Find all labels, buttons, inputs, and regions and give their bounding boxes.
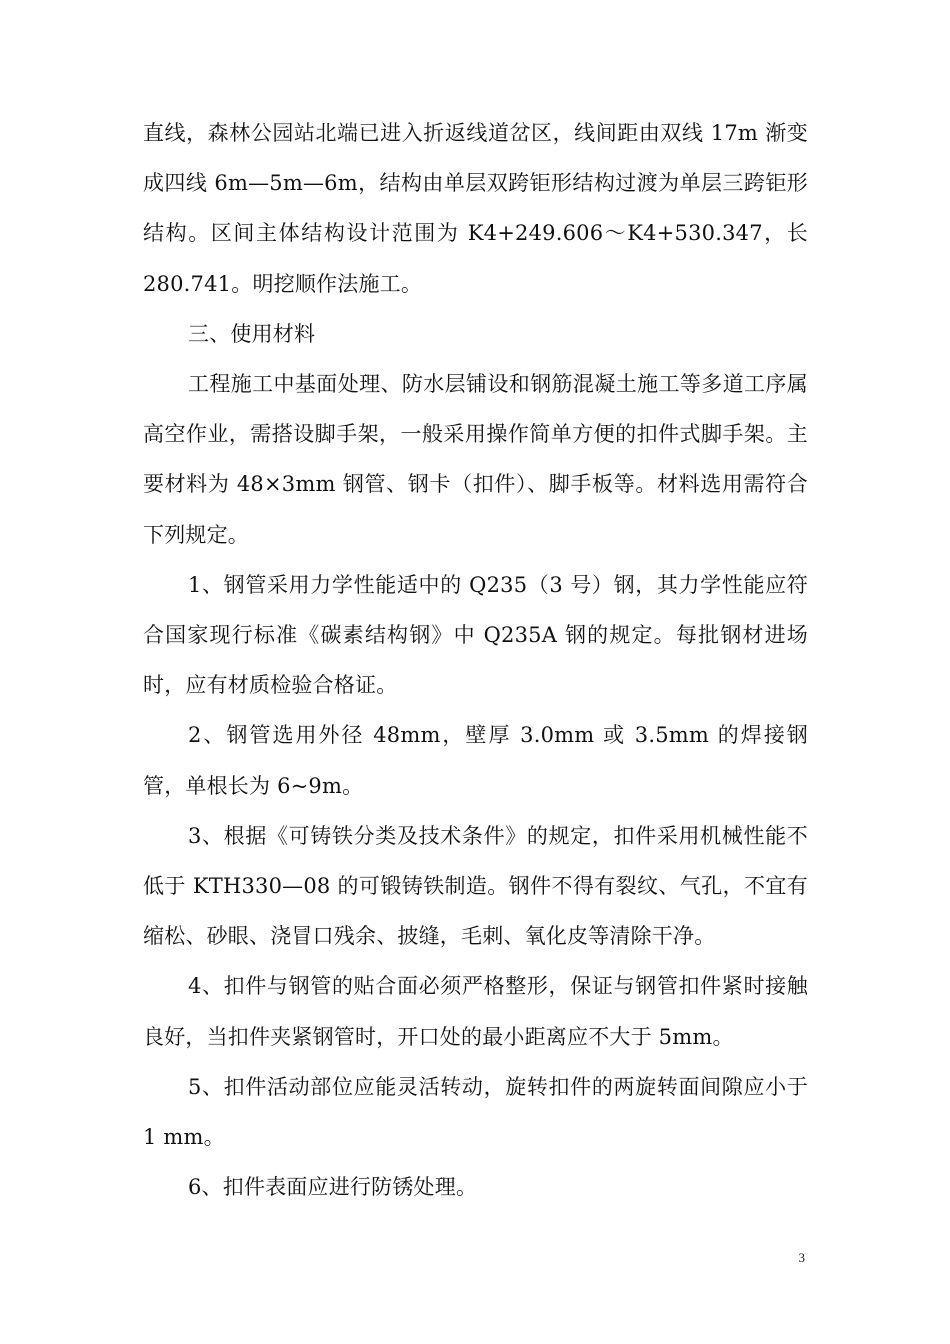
document-body xyxy=(143,108,808,1212)
paragraph-materials-intro: 工程施工中基面处理、防水层铺设和钢筋混凝土施工等多道工序属高空作业，需搭设脚手架，一般采用操作简单方便的扣件式脚手架。主要材料为 48×3mm 钢管、钢卡（扣件）、脚手板等。材料选用需符合下列规定。 xyxy=(143,372,808,547)
section-heading-materials: 三、使用材料 xyxy=(188,321,316,346)
page-number: 3 xyxy=(798,1250,805,1265)
paragraph-item-6: 6、扣件表面应进行防锈处理。 xyxy=(188,1175,478,1200)
paragraph-item-1: 1、钢管采用力学性能适中的 Q235（3 号）钢，其力学性能应符合国家现行标准《碳素结构钢》中 Q235A 钢的规定。每批钢材进场时，应有材质检验合格证。 xyxy=(143,572,808,698)
paragraph-item-5: 5、扣件活动部位应能灵活转动，旋转扣件的两旋转面间隙应小于 1 mm。 xyxy=(143,1074,808,1150)
paragraph-item-2: 2、钢管选用外径 48mm，壁厚 3.0mm 或 3.5mm 的焊接钢管，单根长为 6~9m。 xyxy=(143,723,808,798)
paragraph-item-4: 4、扣件与钢管的贴合面必须严格整形，保证与钢管扣件紧时接触良好，当扣件夹紧钢管时，开口处的最小距离应不大于 5mm。 xyxy=(143,974,808,1049)
paragraph-structure-description: 直线，森林公园站北端已进入折返线道岔区，线间距由双线 17m 渐变成四线 6m—5m—6m，结构由单层双跨钜形结构过渡为单层三跨钜形结构。区间主体结构设计范围为 K4+249.606～K4+530.347，长 280.741。明挖顺作法施工。 xyxy=(143,121,808,296)
paragraph-item-3: 3、根据《可铸铁分类及技术条件》的规定，扣件采用机械性能不低于 KTH330—08 的可锻铸铁制造。钢件不得有裂纹、气孔，不宜有缩松、砂眼、浇冒口残余、披缝，毛刺、氧化皮等清除干净。 xyxy=(143,823,808,949)
